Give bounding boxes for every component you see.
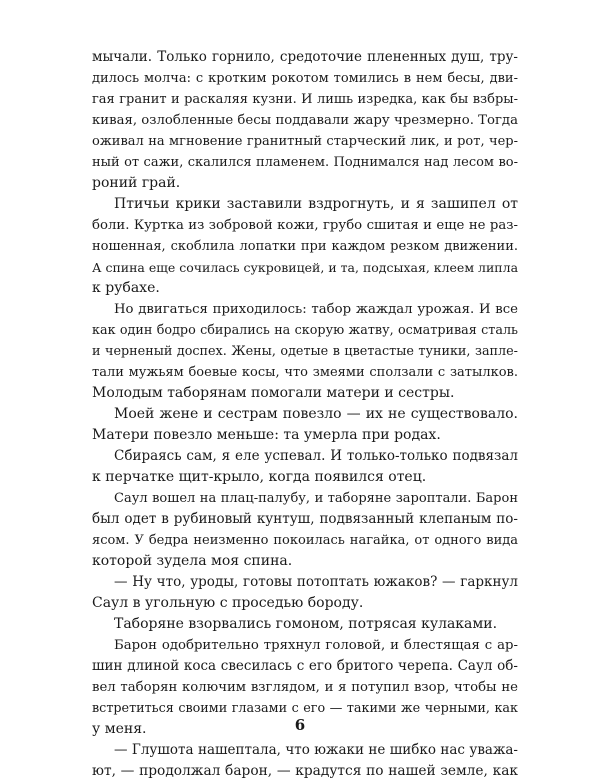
text-line: мычали. Только горнило, средоточие плененных душ, тру- <box>92 49 518 65</box>
text-line: гая гранит и раскаляя кузни. И лишь изредка, как бы взбры- <box>92 92 518 107</box>
text-line: А спина еще сочилась сукровицей, и та, подсыхая, клеем липла <box>92 260 519 275</box>
paragraph <box>92 572 518 614</box>
text-line: ношенная, скоблила лопатки при каждом резком движении. <box>92 239 518 254</box>
text-line: оживал на мгновение гранитный старческий лик, и рот, чер- <box>92 134 518 149</box>
paragraph <box>92 488 518 572</box>
text-line: был одет в рубиновый кунтуш, подвязанный клепаным по- <box>92 511 518 527</box>
text-line: к рубахе. <box>92 280 160 296</box>
text-line: Моей жене и сестрам повезло — их не существовало. <box>114 406 518 422</box>
paragraph <box>92 47 518 194</box>
text-line: ясом. У бедра неизменно покоилась нагайка, от одного вида <box>92 533 518 548</box>
paragraph <box>92 194 518 299</box>
text-line: к перчатке щит-крыло, когда появился отец. <box>92 469 427 485</box>
text-line: как один бодро сбирались на скорую жатву, осматривая сталь <box>92 323 518 338</box>
text-line: встретиться своими глазами с его — такими же черными, как <box>92 701 518 716</box>
text-line: Таборяне взорвались гомоном, потрясая кулаками. <box>114 616 498 632</box>
text-line: дилось молча: с кротким рокотом томились в нем бесы, дви- <box>92 71 518 86</box>
page-number: 6 <box>294 716 306 734</box>
paragraph <box>92 740 518 782</box>
text-line: ный от сажи, скалился пламенем. Поднимался над лесом во- <box>92 155 518 170</box>
text-line: Птичьи крики заставили вздрогнуть, и я зашипел от <box>114 196 518 212</box>
text-line: у меня. <box>92 721 147 737</box>
paragraph <box>92 404 518 446</box>
text-line: Саул в угольную с проседью бороду. <box>92 595 364 611</box>
text-line: которой зудела моя спина. <box>92 553 293 569</box>
text-line: тали мужьям боевые косы, что змеями сползали с затылков. <box>92 365 518 380</box>
text-line: роний грай. <box>92 175 181 191</box>
text-line: боли. Куртка из зобровой кожи, грубо сшитая и еще не раз- <box>92 218 518 233</box>
text-line: Но двигаться приходилось: табор жаждал урожая. И все <box>114 302 518 317</box>
text-line: Барон одобрительно тряхнул головой, и блестящая с ар- <box>114 638 518 653</box>
paragraph <box>92 446 518 488</box>
text-line: шин длиной коса свесилась с его бритого черепа. Саул об- <box>92 658 518 674</box>
text-line: кивая, озлобленные бесы поддавали жару чрезмерно. Тогда <box>92 113 518 128</box>
text-line: Саул вошел на плац-палубу, и таборяне зароптали. Барон <box>114 491 518 506</box>
text-line: Матери повезло меньше: та умерла при родах. <box>92 427 441 443</box>
text-line: Сбираясь сам, я еле успевал. И только-только подвязал <box>114 448 518 464</box>
paragraph <box>92 299 518 404</box>
paragraph <box>92 614 518 635</box>
text-line: — Глушота нашептала, что южаки не шибко нас уважа- <box>114 742 518 758</box>
text-line: ют, — продолжал барон, — крадутся по нашей земле, как <box>92 763 518 779</box>
page-text <box>92 47 518 782</box>
text-line: и черненый доспех. Жены, одетые в цветастые туники, запле- <box>92 344 518 359</box>
text-line: — Ну что, уроды, готовы потоптать южаков? — гаркнул <box>114 574 518 590</box>
text-line: вел таборян колючим взглядом, и я потупил взор, чтобы не <box>92 680 518 695</box>
text-line: Молодым таборянам помогали матери и сестры. <box>92 385 455 401</box>
